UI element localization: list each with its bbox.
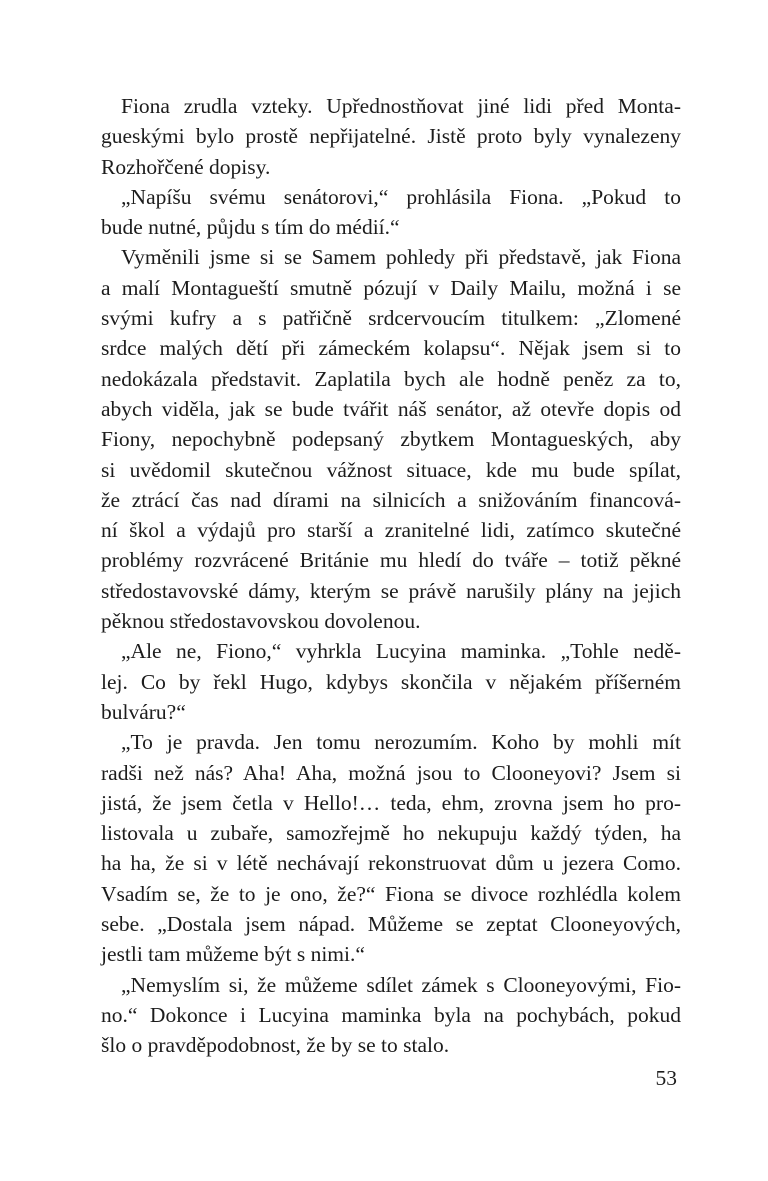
- text-line: ha ha, že si v létě nechávají rekonstruovat dům u jezera Como.: [101, 851, 681, 876]
- text-line: bude nutné, půjdu s tím do médií.“: [101, 215, 400, 240]
- text-line: ní škol a výdajů pro starší a zranitelné lidi, zatímco skutečné: [101, 518, 681, 543]
- text-line: Vyměnili jsme si se Samem pohledy při představě, jak Fiona: [121, 245, 681, 270]
- text-line: jestli tam můžeme být s nimi.“: [101, 942, 365, 967]
- text-line: Fiona zrudla vzteky. Upřednostňovat jiné lidi před Monta-: [121, 94, 681, 118]
- text-line: no.“ Dokonce i Lucyina maminka byla na pochybách, pokud: [101, 1002, 681, 1027]
- text-line: listovala u zubaře, samozřejmě ho nekupuju každý týden, ha: [101, 821, 681, 846]
- text-line: „Napíšu svému senátorovi,“ prohlásila Fiona. „Pokud to: [121, 184, 681, 209]
- text-line: že ztrácí čas nad dírami na silnicích a snižováním financová-: [101, 487, 681, 512]
- text-line: sebe. „Dostala jsem nápad. Můžeme se zeptat Clooneyových,: [101, 912, 681, 937]
- text-line: srdce malých dětí při zámeckém kolapsu“. Nějak jsem si to: [101, 336, 681, 361]
- text-line: si uvědomil skutečnou vážnost situace, kde mu bude spílat,: [101, 457, 681, 482]
- text-line: „To je pravda. Jen tomu nerozumím. Koho by mohli mít: [121, 730, 681, 755]
- text-line: šlo o pravděpodobnost, že by se to stalo.: [101, 1033, 450, 1058]
- text-line: pěknou středostavovskou dovolenou.: [101, 609, 421, 634]
- page-number: 53: [655, 1066, 677, 1090]
- text-line: „Ale ne, Fiono,“ vyhrkla Lucyina maminka. „Tohle nedě-: [121, 639, 681, 664]
- text-line: problémy rozvrácené Británie mu hledí do tváře – totiž pěkné: [101, 548, 681, 573]
- text-line: nedokázala představit. Zaplatila bych ale hodně peněz za to,: [101, 366, 681, 391]
- text-line: a malí Montagueští smutně pózují v Daily Mailu, možná i se: [101, 275, 681, 300]
- text-line: abych viděla, jak se bude tvářit náš senátor, až otevře dopis od: [101, 396, 681, 421]
- text-line: gueskými bylo prostě nepřijatelné. Jistě proto byly vynalezeny: [101, 124, 681, 149]
- text-line: Rozhořčené dopisy.: [101, 154, 271, 179]
- text-line: bulváru?“: [101, 699, 186, 724]
- text-line: Vsadím se, že to je ono, že?“ Fiona se divoce rozhlédla kolem: [101, 881, 681, 906]
- text-line: Fiony, nepochybně podepsaný zbytkem Montagueských, aby: [101, 427, 681, 452]
- text-line: „Nemyslím si, že můžeme sdílet zámek s Clooneyovými, Fio-: [121, 972, 681, 997]
- text-line: jistá, že jsem četla v Hello!… teda, ehm, zrovna jsem ho pro-: [101, 790, 681, 815]
- book-page-text: [101, 91, 681, 1061]
- text-line: středostavovské dámy, kterým se právě narušily plány na jejich: [101, 578, 681, 603]
- text-line: lej. Co by řekl Hugo, kdybys skončila v nějakém příšerném: [101, 669, 681, 694]
- text-line: radši než nás? Aha! Aha, možná jsou to Clooneyovi? Jsem si: [101, 760, 681, 785]
- text-line: svými kufry a s patřičně srdcervoucím titulkem: „Zlomené: [101, 306, 681, 331]
